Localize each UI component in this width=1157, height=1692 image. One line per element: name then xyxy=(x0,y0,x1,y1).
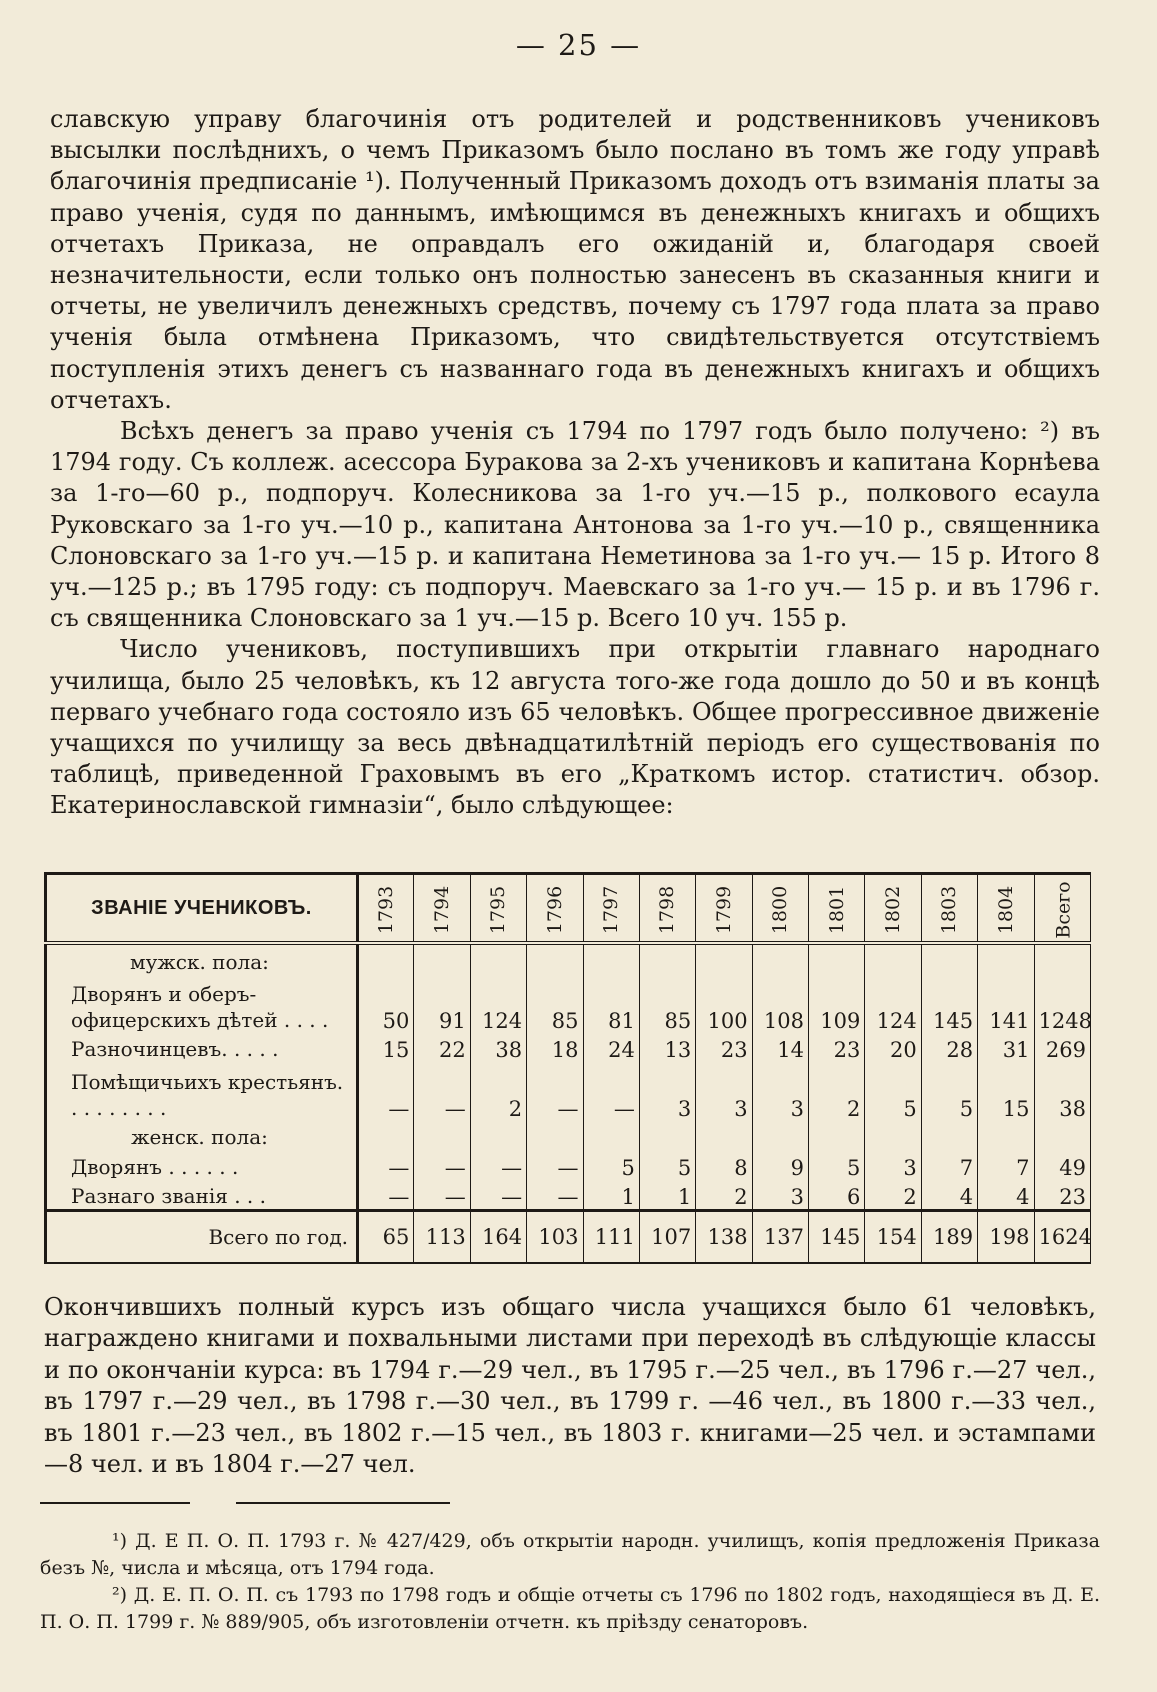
table-cell: 49 xyxy=(1034,1150,1091,1179)
table-cell: 145 xyxy=(921,975,977,1034)
footnote-divider xyxy=(236,1502,450,1504)
table-cell: 3 xyxy=(865,1150,921,1179)
total-cell: 111 xyxy=(583,1211,639,1264)
student-statistics-table xyxy=(44,872,1091,1264)
table-cell: — xyxy=(583,1062,639,1121)
table-header-label: ЗВАНІЕ УЧЕНИКОВЪ. xyxy=(46,874,358,944)
text-after-table xyxy=(44,1292,1096,1480)
table-cell: 28 xyxy=(921,1033,977,1062)
table-cell: 3 xyxy=(752,1062,808,1121)
total-cell: 138 xyxy=(696,1211,752,1264)
table-cell: 24 xyxy=(583,1033,639,1062)
year-header: 1798 xyxy=(639,874,695,944)
table-cell: — xyxy=(358,1062,414,1121)
table-cell: 13 xyxy=(639,1033,695,1062)
table-row xyxy=(46,1180,1091,1211)
year-header: 1801 xyxy=(809,874,865,944)
table-cell: 23 xyxy=(696,1033,752,1062)
table-cell: 38 xyxy=(470,1033,526,1062)
year-header: 1804 xyxy=(978,874,1034,944)
table-cell: 1 xyxy=(583,1180,639,1211)
total-cell: 198 xyxy=(978,1211,1034,1264)
table-cell: — xyxy=(414,1180,470,1211)
table-cell: 109 xyxy=(809,975,865,1034)
table-cell: 22 xyxy=(414,1033,470,1062)
year-header: 1803 xyxy=(921,874,977,944)
table-cell: 8 xyxy=(696,1150,752,1179)
table-cell: — xyxy=(527,1180,583,1211)
table-cell: 4 xyxy=(921,1180,977,1211)
year-header: 1800 xyxy=(752,874,808,944)
table-cell: 124 xyxy=(470,975,526,1034)
total-cell: 103 xyxy=(527,1211,583,1264)
total-cell: 1624 xyxy=(1034,1211,1091,1264)
table-cell: 108 xyxy=(752,975,808,1034)
section-female-label: женск. пола: xyxy=(46,1121,358,1150)
row-label: Дворянъ и оберъ-офицерскихъ дѣтей . . . . xyxy=(46,975,358,1034)
table-cell: 91 xyxy=(414,975,470,1034)
table-row xyxy=(46,1062,1091,1121)
table-cell: 85 xyxy=(639,975,695,1034)
year-header: 1795 xyxy=(470,874,526,944)
year-header: 1797 xyxy=(583,874,639,944)
total-cell: 145 xyxy=(809,1211,865,1264)
table-cell: — xyxy=(527,1150,583,1179)
table-cell: 9 xyxy=(752,1150,808,1179)
table-cell: 5 xyxy=(921,1062,977,1121)
table-cell: 5 xyxy=(865,1062,921,1121)
year-header: 1793 xyxy=(358,874,414,944)
footnote-1: ¹) Д. Е П. О. П. 1793 г. № 427/429, объ открытіи народн. училищъ, копія предложенія Приказа безъ №, числа и мѣсяца, отъ 1794 года. xyxy=(40,1530,1100,1579)
table-cell: 7 xyxy=(921,1150,977,1179)
table-cell: — xyxy=(470,1150,526,1179)
total-header: Всего xyxy=(1034,874,1091,944)
total-cell: 65 xyxy=(358,1211,414,1264)
section-row xyxy=(46,1121,1091,1150)
table-cell: 15 xyxy=(358,1033,414,1062)
paragraph-1: славскую управу благочинія отъ родителей и родственниковъ учениковъ высылки послѣднихъ, о чемъ Приказомъ было послано въ томъ же году управѣ благочинія предписаніе ¹). Полученный Приказомъ доходъ отъ взиманія платы за право ученія, судя по даннымъ, имѣющимся въ денежныхъ книгахъ и общихъ отчетахъ Приказа, не оправдалъ его ожиданій и, благодаря своей незначительности, если только онъ полностью занесенъ въ сказанныя книги и отчеты, не увеличилъ денежныхъ средствъ, почему съ 1797 года плата за право ученія была отмѣнена Приказомъ, что свидѣтельствуется отсутствіемъ поступленія этихъ денегъ съ названнаго года въ денежныхъ книгахъ и общихъ отчетахъ. xyxy=(50,105,1100,414)
table-cell: 124 xyxy=(865,975,921,1034)
year-header: 1802 xyxy=(865,874,921,944)
footnotes xyxy=(40,1528,1100,1636)
paragraph-2: Всѣхъ денегъ за право ученія съ 1794 по 1797 годъ было получено: ²) въ 1794 году. Съ коллеж. асессора Буракова за 2-хъ учениковъ и капитана Корнѣева за 1-го—60 р., подпоруч. Колесникова за 1-го уч.—15 р., полкового есаула Руковскаго за 1-го уч.—10 р., капитана Антонова за 1-го уч.—10 р., священника Слоновскаго за 1-го уч.—15 р. и капитана Неметинова за 1-го уч.— 15 р. Итого 8 уч.—125 р.; въ 1795 году: съ подпоруч. Маевскаго за 1-го уч.— 15 р. и въ 1796 г. съ священника Слоновскаго за 1 уч.—15 р. Всего 10 уч. 155 р. xyxy=(50,417,1100,633)
table-cell: 5 xyxy=(639,1150,695,1179)
table-cell: 50 xyxy=(358,975,414,1034)
total-cell: 154 xyxy=(865,1211,921,1264)
table-cell: 18 xyxy=(527,1033,583,1062)
table-cell: — xyxy=(358,1150,414,1179)
table-cell: 7 xyxy=(978,1150,1034,1179)
table-cell: 269 xyxy=(1034,1033,1091,1062)
total-cell: 137 xyxy=(752,1211,808,1264)
total-cell: 189 xyxy=(921,1211,977,1264)
row-label: Дворянъ . . . . . . xyxy=(46,1150,358,1179)
table-cell: — xyxy=(470,1180,526,1211)
table-cell: 31 xyxy=(978,1033,1034,1062)
year-header: 1794 xyxy=(414,874,470,944)
total-row xyxy=(46,1211,1091,1264)
table-row xyxy=(46,975,1091,1034)
table-cell: 38 xyxy=(1034,1062,1091,1121)
table-cell: 5 xyxy=(583,1150,639,1179)
table-cell: 141 xyxy=(978,975,1034,1034)
year-header: 1799 xyxy=(696,874,752,944)
table-cell: 3 xyxy=(752,1180,808,1211)
table-cell: 23 xyxy=(809,1033,865,1062)
paragraph-3: Число учениковъ, поступившихъ при открытіи главнаго народнаго училища, было 25 человѣкъ, къ 12 августа того-же года дошло до 50 и въ концѣ перваго учебнаго года состояло изъ 65 человѣкъ. Общее прогрессивное движеніе учащихся по училищу за весь двѣнадцатилѣтній періодъ его существованія по таблицѣ, приведенной Граховымъ въ его „Краткомъ истор. статистич. обзор. Екатеринославской гимназіи“, было слѣдующее: xyxy=(50,635,1100,820)
page-number: — 25 — xyxy=(515,28,642,62)
table-cell: — xyxy=(414,1062,470,1121)
section-row xyxy=(46,943,1091,975)
table-cell: — xyxy=(527,1062,583,1121)
row-label: Помѣщичьихъ крестьянъ. . . . . . . . . xyxy=(46,1062,358,1121)
total-cell: 113 xyxy=(414,1211,470,1264)
row-label: Разночинцевъ. . . . . xyxy=(46,1033,358,1062)
table-row xyxy=(46,1033,1091,1062)
table-cell: 100 xyxy=(696,975,752,1034)
footnote-2: ²) Д. Е. П. О. П. съ 1793 по 1798 годъ и общіе отчеты съ 1796 по 1802 годъ, находящіеся въ Д. Е. П. О. П. 1799 г. № 889/905, объ изготовленіи отчетн. къ пріѣзду сенаторовъ. xyxy=(40,1584,1100,1633)
table-cell: 5 xyxy=(809,1150,865,1179)
total-cell: 164 xyxy=(470,1211,526,1264)
table-cell: 14 xyxy=(752,1033,808,1062)
paragraph-4: Окончившихъ полный курсъ изъ общаго числа учащихся было 61 человѣкъ, награждено книгами и похвальными листами при переходѣ въ слѣдующіе классы и по окончаніи курса: въ 1794 г.—29 чел., въ 1795 г.—25 чел., въ 1796 г.—27 чел., въ 1797 г.—29 чел., въ 1798 г.—30 чел., въ 1799 г. —46 чел., въ 1800 г.—33 чел., въ 1801 г.—23 чел., въ 1802 г.—15 чел., въ 1803 г. книгами—25 чел. и эстампами—8 чел. и въ 1804 г.—27 чел. xyxy=(44,1293,1096,1479)
main-text xyxy=(50,104,1100,822)
table-cell: 2 xyxy=(470,1062,526,1121)
table-cell: 3 xyxy=(696,1062,752,1121)
table-cell: 85 xyxy=(527,975,583,1034)
table-cell: 23 xyxy=(1034,1180,1091,1211)
table-cell: 3 xyxy=(639,1062,695,1121)
year-header: 1796 xyxy=(527,874,583,944)
table-cell: 1248 xyxy=(1034,975,1091,1034)
table-cell: 6 xyxy=(809,1180,865,1211)
section-male-label: мужск. пола: xyxy=(46,943,358,975)
total-cell: 107 xyxy=(639,1211,695,1264)
table-cell: 20 xyxy=(865,1033,921,1062)
table-cell: 4 xyxy=(978,1180,1034,1211)
table-cell: 15 xyxy=(978,1062,1034,1121)
table-cell: — xyxy=(358,1180,414,1211)
footnote-divider xyxy=(40,1502,190,1504)
table-header-row xyxy=(46,874,1091,944)
table-cell: 2 xyxy=(865,1180,921,1211)
table-row xyxy=(46,1150,1091,1179)
table-cell: 81 xyxy=(583,975,639,1034)
table-cell: — xyxy=(414,1150,470,1179)
table-cell: 2 xyxy=(809,1062,865,1121)
table-cell: 1 xyxy=(639,1180,695,1211)
total-label: Всего по год. xyxy=(46,1211,358,1264)
table-cell: 2 xyxy=(696,1180,752,1211)
row-label: Разнаго званія . . . xyxy=(46,1180,358,1211)
